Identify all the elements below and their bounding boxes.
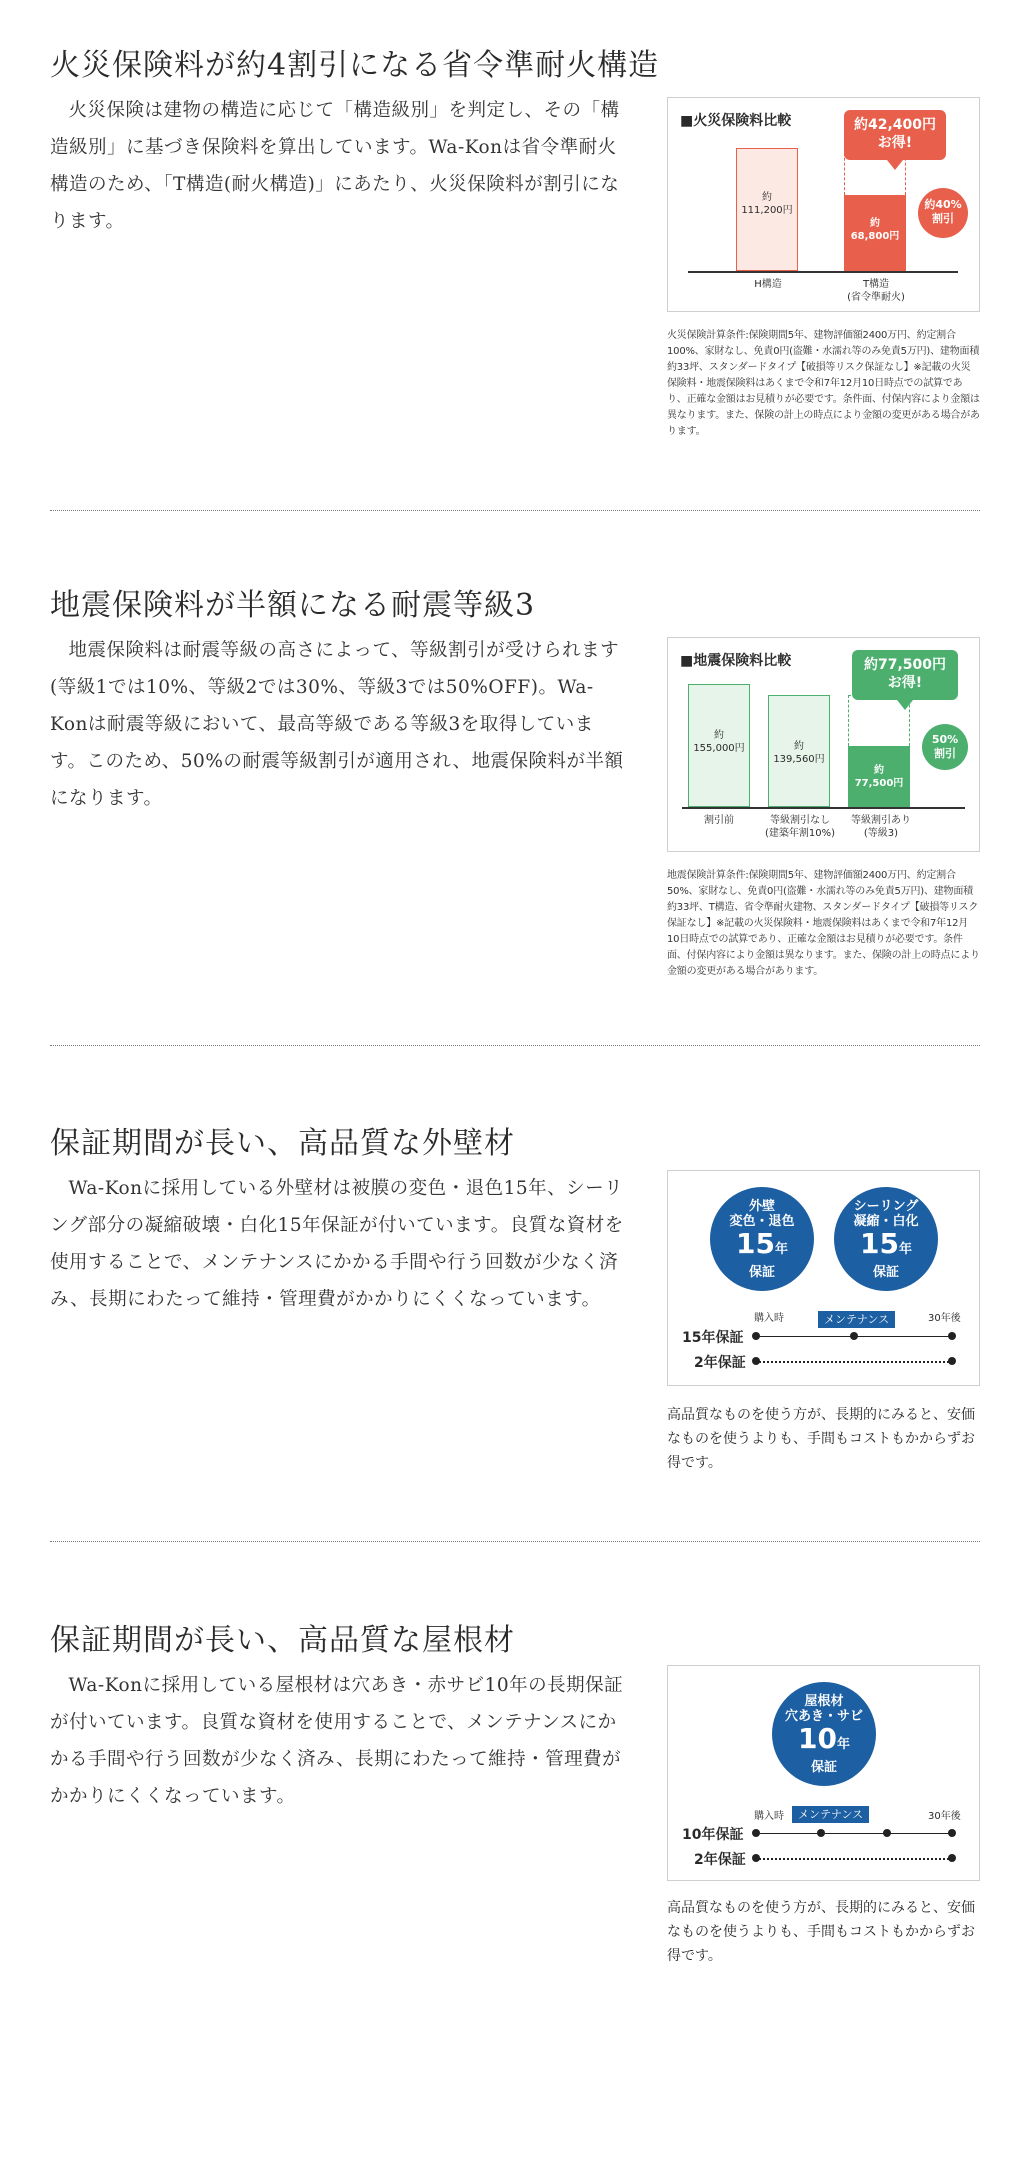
wall-tl-dot-start (752, 1332, 760, 1340)
fire-bar-t (844, 195, 906, 271)
quake-xlabel-grade3: 等級割引あり (等級3) (851, 815, 911, 839)
wall-title: 保証期間が長い、高品質な外壁材 (50, 1126, 515, 1161)
roof-tl-end: 30年後 (928, 1811, 961, 1822)
fire-callout-text: 約42,400円 お得! (853, 117, 937, 151)
fire-note: 火災保険計算条件:保険期間5年、建物評価額2400万円、約定割合100%、家財なし、免責0円(盗難・水濡れ等のみ免責5万円)、建物面積約33坪、スタンダードタイプ【破損等リスク保証なし】※記載の火災保険料・地震保険料はあくまで令和7年12月10日時点での試算であり、正確な金額はお見積りが必要です。条件面、付保内容により金額は異なります。また、保険の計上の時点により金額の変更がある場合があります。 (667, 330, 980, 437)
quake-chart (667, 637, 980, 852)
roof-tl-dot-2 (883, 1829, 891, 1837)
fire-bar-h (736, 148, 798, 271)
quake-bar-before (688, 684, 750, 807)
roof-tl-dot-end (948, 1829, 956, 1837)
quake-callout-tail (897, 700, 913, 710)
roof-circle-line3: 保証 (810, 1760, 837, 1775)
roof-circle-line1: 屋根材 穴あき・サビ (784, 1694, 863, 1724)
fire-body: 火災保険は建物の構造に応じて「構造級別」を判定し、その「構造級別」に基づき保険料を算出しています。Wa-Konは省令準耐火構造のため、「T構造(耐火構造)」にあたり、火災保険料が割引になります。 (50, 100, 620, 232)
fire-xlabel-t: T構造 (省令準耐火) (847, 279, 905, 303)
wall-circle-sealing-line3: 保証 (872, 1265, 899, 1280)
quake-bar-nodiscount-label: 約 139,560円 (773, 741, 825, 765)
roof-circle (772, 1682, 876, 1786)
fire-bar-h-label: 約 111,200円 (741, 192, 793, 216)
roof-circle-years: 10年 (798, 1722, 850, 1755)
wall-circle-exterior-line3: 保証 (748, 1265, 775, 1280)
wall-tl-purchase: 購入時 (754, 1313, 784, 1324)
roof-tl-line1 (756, 1833, 952, 1834)
quake-xlabel-before: 割引前 (704, 815, 734, 826)
roof-tl-line2 (756, 1858, 952, 1860)
roof-title: 保証期間が長い、高品質な屋根材 (50, 1623, 515, 1658)
wall-panel (667, 1170, 980, 1386)
wall-tl-dot2-start (752, 1357, 760, 1365)
quake-bar-before-label: 約 155,000円 (693, 730, 745, 754)
wall-tl-line2 (756, 1361, 952, 1363)
roof-note: 高品質なものを使う方が、長期的にみると、安価なものを使うよりも、手間もコストもかからずお得です。 (667, 1900, 975, 1964)
fire-xlabel-h: H構造 (754, 279, 782, 290)
wall-circle-exterior-years: 15年 (736, 1227, 788, 1260)
quake-xlabel-nodiscount: 等級割引なし (建築年割10%) (764, 815, 836, 839)
quake-callout-text: 約77,500円 お得! (863, 657, 947, 691)
roof-body: Wa-Konに採用している屋根材は穴あき・赤サビ10年の長期保証が付いています。良質な資材を使用することで、メンテナンスにかかる手間や行う回数が少なく済み、長期にわたって維持・管理費がかかりにくくなっています。 (50, 1675, 624, 1807)
wall-tl-row2: 2年保証 (694, 1355, 746, 1371)
roof-tl-dot2-end (948, 1854, 956, 1862)
quake-bar-grade3-label: 約 77,500円 (854, 765, 904, 789)
quake-callout (852, 650, 958, 700)
fire-discount-badge (918, 188, 968, 238)
roof-panel (667, 1665, 980, 1881)
quake-bar-nodiscount (768, 695, 830, 807)
divider-3 (50, 1541, 980, 1542)
roof-tl-dot-1 (817, 1829, 825, 1837)
quake-note: 地震保険計算条件:保険期間5年、建物評価額2400万円、約定割合50%、家財なし、免責0円(盗難・水濡れ等のみ免責5万円)、建物面積約33坪、T構造、省令準耐火建物、スタンダードタイプ【破損等リスク保証なし】※記載の火災保険料・地震保険料はあくまで令和7年12月10日時点での試算であり、正確な金額はお見積りが必要です。条件面、付保内容により金額は異なります。また、保険の計上の時点により金額の変更がある場合があります。 (667, 870, 980, 977)
fire-chart (667, 97, 980, 312)
wall-tl-dot2-end (948, 1357, 956, 1365)
fire-bar-t-label: 約 68,800円 (850, 218, 900, 242)
divider-2 (50, 1045, 980, 1046)
wall-tl-end: 30年後 (928, 1313, 961, 1324)
quake-bar-grade3 (848, 746, 910, 807)
wall-circle-exterior (710, 1187, 814, 1291)
quake-body: 地震保険料は耐震等級の高さによって、等級割引が受けられます(等級1では10%、等級2では30%、等級3では50%OFF)。Wa-Konは耐震等級において、最高等級である等級3を取得しています。このため、50%の耐震等級割引が適用され、地震保険料が半額になります。 (50, 640, 624, 809)
divider-1 (50, 510, 980, 511)
wall-body: Wa-Konに採用している外壁材は被膜の変色・退色15年、シーリング部分の凝縮破壊・白化15年保証が付いています。良質な資材を使用することで、メンテナンスにかかる手間や行う回数が少なく済み、長期にわたって維持・管理費がかかりにくくなっています。 (50, 1178, 624, 1310)
quake-discount-badge (922, 724, 968, 770)
fire-chart-title: ■火災保険料比較 (680, 113, 792, 129)
roof-tl-dot-start (752, 1829, 760, 1837)
roof-tl-maintenance: メンテナンス (792, 1806, 869, 1823)
roof-tl-row2: 2年保証 (694, 1852, 746, 1868)
quake-badge-text: 50% 割引 (931, 733, 959, 760)
fire-callout-tail (887, 160, 903, 170)
quake-title: 地震保険料が半額になる耐震等級3 (50, 588, 536, 623)
wall-tl-maintenance: メンテナンス (818, 1311, 895, 1328)
roof-tl-row1: 10年保証 (682, 1827, 744, 1843)
wall-tl-row1: 15年保証 (682, 1330, 744, 1346)
wall-circle-exterior-line1: 外壁 変色・退色 (729, 1199, 795, 1229)
quake-axis (682, 807, 965, 809)
wall-circle-sealing (834, 1187, 938, 1291)
wall-tl-dot-end (948, 1332, 956, 1340)
fire-title: 火災保険料が約4割引になる省令準耐火構造 (50, 48, 660, 83)
fire-axis (688, 271, 958, 273)
roof-tl-dot2-start (752, 1854, 760, 1862)
fire-badge-text: 約40% 割引 (924, 198, 962, 225)
roof-tl-purchase: 購入時 (754, 1811, 784, 1822)
fire-callout (844, 110, 946, 160)
wall-circle-sealing-line1: シーリング 凝縮・白化 (853, 1199, 919, 1229)
wall-tl-dot-mid (850, 1332, 858, 1340)
wall-note: 高品質なものを使う方が、長期的にみると、安価なものを使うよりも、手間もコストもかからずお得です。 (667, 1407, 975, 1471)
quake-chart-title: ■地震保険料比較 (680, 653, 792, 669)
wall-circle-sealing-years: 15年 (860, 1227, 912, 1260)
